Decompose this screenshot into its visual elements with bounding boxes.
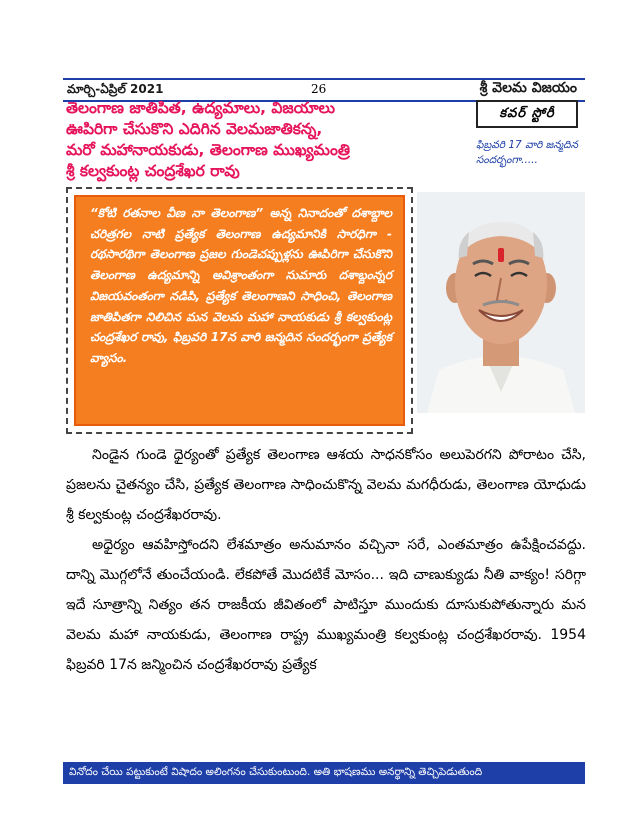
article-paragraph: నిండైన గుండె ధైర్యంతో ప్రత్యేక తెలంగాణ ఆశయ సాధనకోసం అలుపెరగని పోరాటం చేసి, ప్రజలను చైతన్యం చేసి, ప్రత్యేక తెలంగాణ సాధించుకొన్న వెలమ మగధీరుడు, తెలంగాణ యోధుడు శ్రీ కల్వకుంట్ల చంద్రశేఖరరావు. xyxy=(66,447,586,523)
issue-date: మార్చి-ఏప్రిల్ 2021 xyxy=(67,82,164,96)
portrait-illustration xyxy=(417,192,585,413)
headline-line: మరో మహానాయకుడు, తెలంగాణ ముఖ్యమంత్రి xyxy=(66,141,350,159)
headline-line: ఊపిరిగా చేసుకొని ఎదిగిన వెలమజాతికన్న, xyxy=(66,120,323,138)
headline xyxy=(66,98,412,182)
birthday-caption: ఫిబ్రవరి 17 వారి జన్మదిన సందర్భంగా..... xyxy=(476,139,578,166)
intro-text: “కోటి రతనాల వీణ నా తెలంగాణ” అన్న నినాదంతో దశాబ్దాల చరిత్రగల నాటి ప్రత్యేక తెలంగాణ ఉద్యమానికి సారధిగా - రథసారథిగా తెలంగాణ ప్రజల గుండెచప్పుళ్లను ఊపిరిగా చేసుకొని తెలంగాణ ఉద్యమాన్ని అవిశ్రాంతంగా సుమారు దశాబ్దంన్నర విజయవంతంగా నడిపి, ప్రత్యేక తెలంగాణని సాధించి, తెలంగాణ జాతిపితగా నిలిచిన మన వెలమ మహా నాయకుడు శ్రీ కల్వకుంట్ల చంద్రశేఖర రావు, ఫిబ్రవరి 17న వారి జన్మదిన సందర్భంగా ప్రత్యేక వ్యాసం. xyxy=(90,206,392,365)
intro-box xyxy=(74,195,405,426)
portrait-photo xyxy=(417,192,585,413)
headline-line: తెలంగాణ జాతిపిత, ఉద్యమాలు, విజయాలు xyxy=(66,99,336,117)
page-footer xyxy=(63,762,585,784)
article-paragraph: అధైర్యం ఆవహిస్తోందని లేశమాత్రం అనుమానం వచ్చినా సరే, ఎంతమాత్రం ఉపేక్షించవద్దు. దాన్ని మొగ్గలోనే తుంచేయండి. లేకపోతే మొదటికే మోసం... ఇది చాణుక్యుడు నీతి వాక్యం! సరిగ్గా ఇదే సూత్రాన్ని నిత్యం తన రాజకీయ జీవితంలో పాటిస్తూ ముందుకు దూసుకుపోతున్నారు మన వెలమ మహా నాయకుడు, తెలంగాణ రాష్ట్ర ముఖ్యమంత్రి కల్వకుంట్ల చంద్రశేఖరరావు. 1954 ఫిబ్రవరి 17న జన్మించిన చంద్రశేఖరరావు ప్రత్యేక xyxy=(66,537,586,673)
footer-quote: వినోదం చేయి పట్టుకుంటే విషాదం అలింగనం చేసుకుంటుంది. అతి భాషణము అనర్థాన్ని తెచ్చిపెడుతుంది xyxy=(69,766,483,778)
magazine-name: శ్రీ వెలమ విజయం xyxy=(479,80,577,96)
headline-line: శ్రీ కల్వకుంట్ల చంద్రశేఖర రావు xyxy=(66,162,240,180)
article-body xyxy=(66,440,586,680)
page-number: 26 xyxy=(311,82,327,96)
cover-story-tag: కవర్ స్టోరీ xyxy=(476,100,578,128)
